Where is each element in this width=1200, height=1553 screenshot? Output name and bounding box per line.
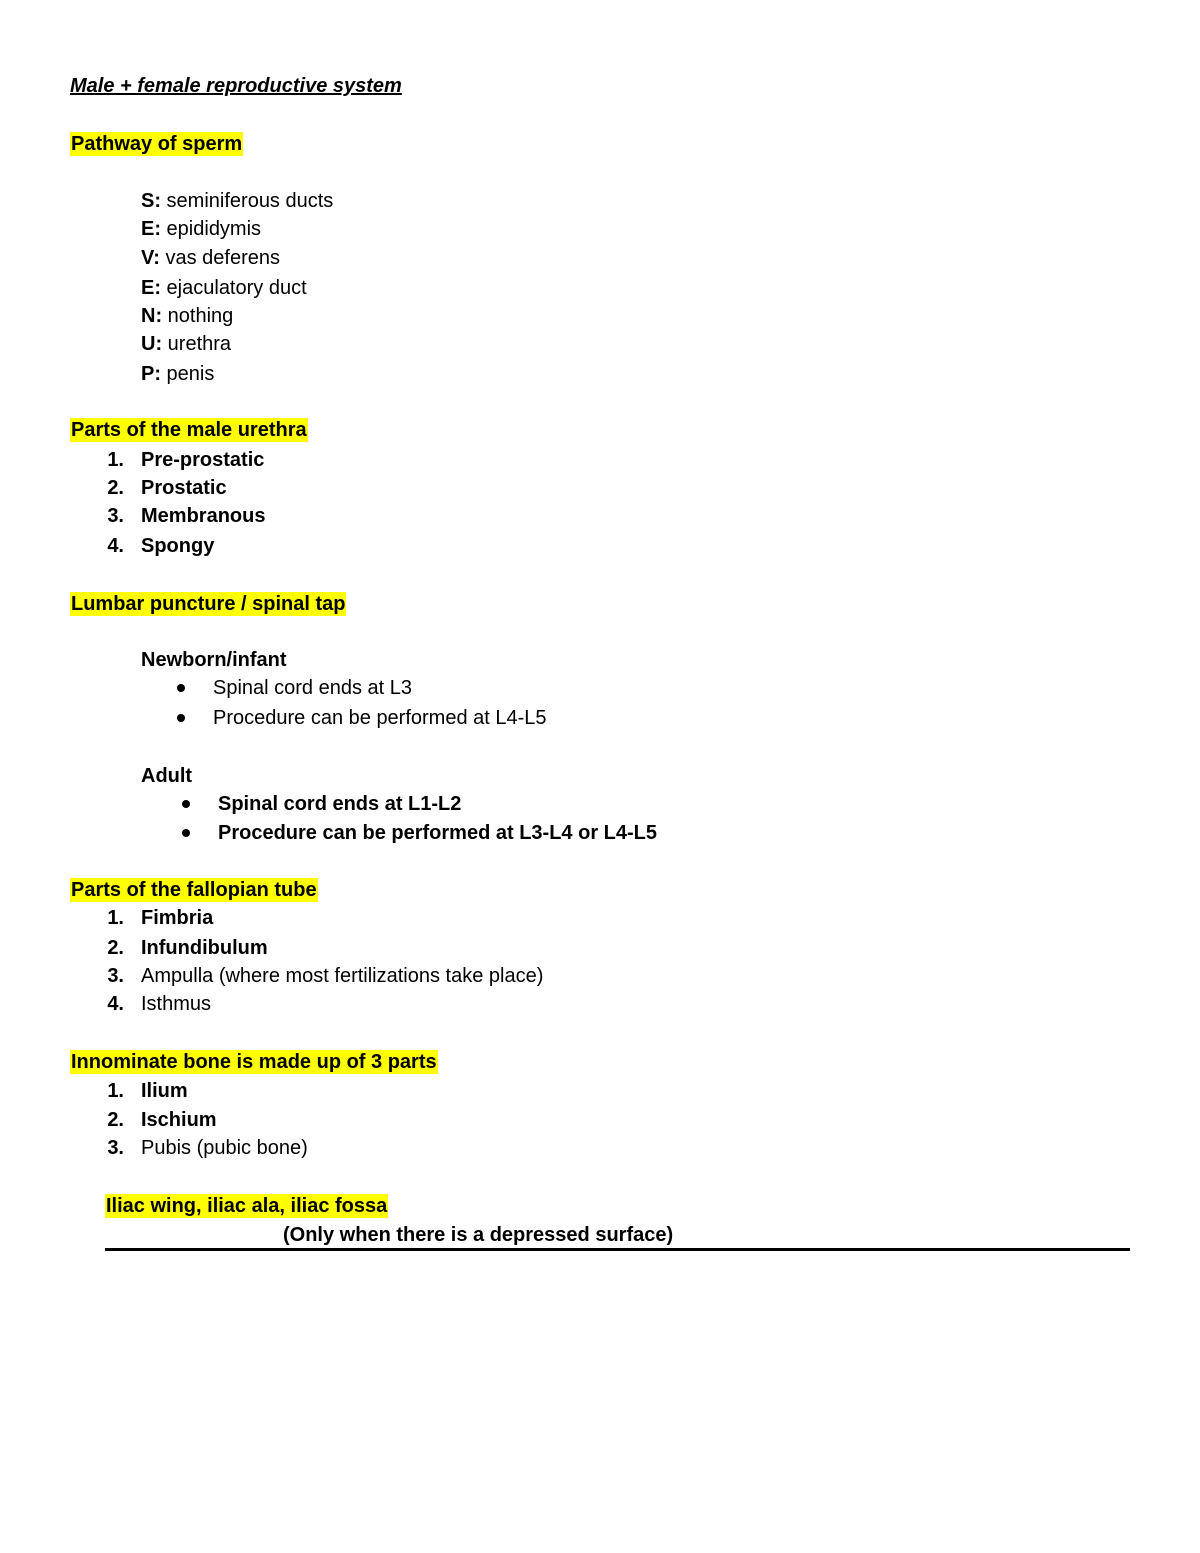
newborn-bullet-2: Procedure can be performed at L4-L5 (213, 707, 547, 729)
list-number: 2. (107, 477, 124, 499)
heading-fallopian-tube: Parts of the fallopian tube (71, 879, 317, 901)
list-number: 3. (107, 1137, 124, 1159)
fallopian-item-4: Isthmus (141, 993, 212, 1015)
fallopian-item-2: Infundibulum (141, 937, 268, 959)
sperm-item-6: U: urethra (141, 333, 232, 355)
horizontal-rule (105, 1248, 1130, 1251)
list-number: 3. (107, 965, 124, 987)
list-number: 1. (107, 449, 124, 471)
urethra-item-1: Pre-prostatic (141, 449, 265, 471)
list-number: 4. (107, 535, 124, 557)
adult-bullet-1: Spinal cord ends at L1-L2 (218, 793, 462, 815)
list-number: 2. (107, 1109, 124, 1131)
document-title: Male + female reproductive system (70, 75, 402, 97)
heading-innominate-bone: Innominate bone is made up of 3 parts (71, 1051, 437, 1073)
heading-pathway-of-sperm: Pathway of sperm (71, 133, 243, 155)
heading-iliac: Iliac wing, iliac ala, iliac fossa (106, 1195, 388, 1217)
sperm-item-5: N: nothing (141, 305, 234, 327)
sperm-item-3: V: vas deferens (141, 247, 280, 269)
list-number: 1. (107, 907, 124, 929)
bullet-icon (182, 800, 190, 808)
bullet-icon (177, 714, 185, 722)
heading-male-urethra: Parts of the male urethra (71, 419, 307, 441)
fallopian-item-1: Fimbria (141, 907, 214, 929)
newborn-label: Newborn/infant (141, 649, 287, 671)
innominate-item-3: Pubis (pubic bone) (141, 1137, 308, 1159)
innominate-item-1: Ilium (141, 1080, 188, 1102)
adult-bullet-2: Procedure can be performed at L3-L4 or L4-L5 (218, 822, 657, 844)
heading-lumbar-puncture: Lumbar puncture / spinal tap (71, 593, 346, 615)
newborn-bullet-1: Spinal cord ends at L3 (213, 677, 413, 699)
fallopian-item-3: Ampulla (where most fertilizations take place) (141, 965, 544, 987)
iliac-note: (Only when there is a depressed surface) (283, 1224, 674, 1246)
bullet-icon (177, 684, 185, 692)
list-number: 4. (107, 993, 124, 1015)
innominate-item-2: Ischium (141, 1109, 217, 1131)
list-number: 3. (107, 505, 124, 527)
urethra-item-4: Spongy (141, 535, 215, 557)
sperm-item-2: E: epididymis (141, 218, 262, 240)
sperm-item-7: P: penis (141, 363, 215, 385)
urethra-item-3: Membranous (141, 505, 266, 527)
bullet-icon (182, 829, 190, 837)
list-number: 2. (107, 937, 124, 959)
urethra-item-2: Prostatic (141, 477, 227, 499)
list-number: 1. (107, 1080, 124, 1102)
sperm-item-4: E: ejaculatory duct (141, 277, 307, 299)
adult-label: Adult (141, 765, 193, 787)
sperm-item-1: S: seminiferous ducts (141, 190, 334, 212)
